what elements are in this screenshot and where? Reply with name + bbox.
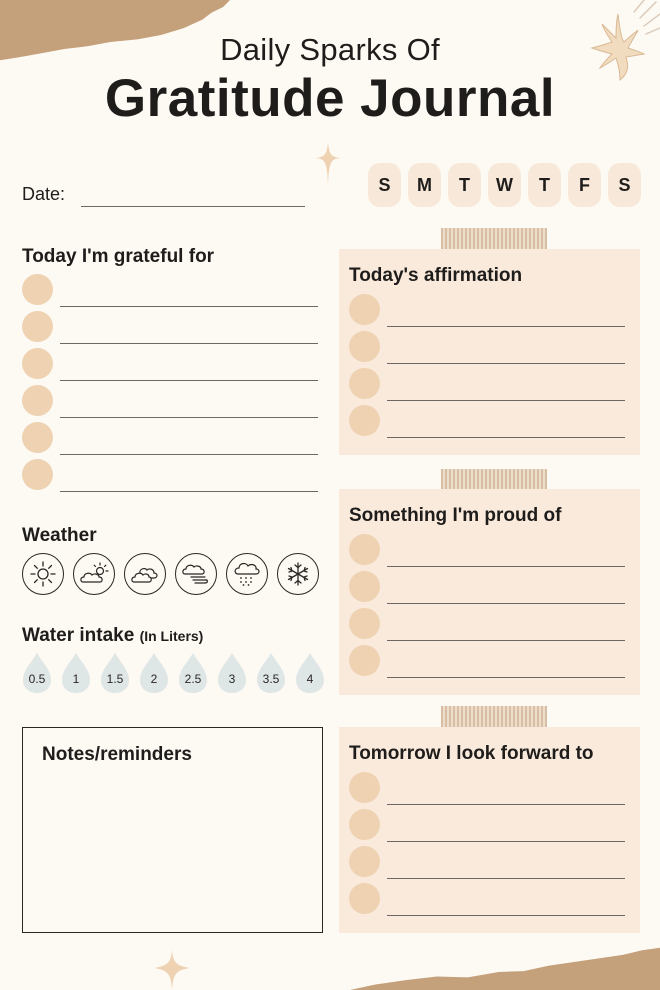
snow-icon — [285, 561, 311, 587]
list-item[interactable] — [349, 883, 629, 920]
bullet-circle — [349, 772, 380, 803]
list-item[interactable] — [349, 294, 629, 331]
write-line[interactable] — [387, 566, 625, 567]
weekday-sunday[interactable]: S — [368, 163, 401, 207]
write-line[interactable] — [60, 343, 318, 344]
list-item[interactable] — [22, 422, 322, 459]
water-drop-0-5[interactable]: 0.5 — [22, 652, 52, 694]
write-line[interactable] — [60, 380, 318, 381]
write-line[interactable] — [60, 491, 318, 492]
notes-box[interactable] — [22, 727, 323, 933]
bullet-circle — [349, 809, 380, 840]
weekday-monday[interactable]: M — [408, 163, 441, 207]
date-input-line[interactable] — [81, 206, 305, 207]
weekday-saturday[interactable]: S — [608, 163, 641, 207]
list-item[interactable] — [22, 348, 322, 385]
water-drop-1-5[interactable]: 1.5 — [100, 652, 130, 694]
list-item[interactable] — [22, 311, 322, 348]
list-item[interactable] — [349, 368, 629, 405]
water-intake-tracker — [22, 652, 325, 694]
sparkle-icon — [152, 950, 192, 990]
weather-title: Weather — [22, 525, 97, 546]
weekday-wednesday[interactable]: W — [488, 163, 521, 207]
water-drop-3-5[interactable]: 3.5 — [256, 652, 286, 694]
weather-option-snow[interactable] — [277, 553, 319, 595]
list-item[interactable] — [22, 274, 322, 311]
water-intake-unit: (In Liters) — [139, 628, 204, 644]
tomorrow-title: Tomorrow I look forward to — [349, 743, 594, 764]
write-line[interactable] — [387, 603, 625, 604]
bullet-circle — [22, 385, 53, 416]
notes-title: Notes/reminders — [42, 744, 192, 765]
bullet-circle — [22, 348, 53, 379]
list-item[interactable] — [349, 534, 629, 571]
write-line[interactable] — [387, 677, 625, 678]
bullet-circle — [349, 645, 380, 676]
write-line[interactable] — [387, 640, 625, 641]
weekday-friday[interactable]: F — [568, 163, 601, 207]
list-item[interactable] — [22, 385, 322, 422]
water-drop-2-5[interactable]: 2.5 — [178, 652, 208, 694]
write-line[interactable] — [387, 915, 625, 916]
rain-icon — [233, 561, 261, 587]
bullet-circle — [22, 459, 53, 490]
cloudy-icon — [130, 563, 160, 585]
bullet-circle — [349, 571, 380, 602]
write-line[interactable] — [60, 417, 318, 418]
write-line[interactable] — [60, 454, 318, 455]
weather-option-rain[interactable] — [226, 553, 268, 595]
write-line[interactable] — [60, 306, 318, 307]
list-item[interactable] — [349, 331, 629, 368]
write-line[interactable] — [387, 326, 625, 327]
sunny-icon — [30, 561, 56, 587]
grateful-title: Today I'm grateful for — [22, 246, 215, 267]
write-line[interactable] — [387, 400, 625, 401]
write-line[interactable] — [387, 363, 625, 364]
write-line[interactable] — [387, 804, 625, 805]
journal-title: Gratitude Journal — [104, 69, 556, 128]
bullet-circle — [22, 274, 53, 305]
list-item[interactable] — [22, 459, 322, 496]
list-item[interactable] — [349, 846, 629, 883]
list-item[interactable] — [349, 608, 629, 645]
weather-option-partly-cloudy[interactable] — [73, 553, 115, 595]
bullet-circle — [349, 405, 380, 436]
weather-option-windy[interactable] — [175, 553, 217, 595]
write-line[interactable] — [387, 878, 625, 879]
bullet-circle — [22, 311, 53, 342]
write-line[interactable] — [387, 841, 625, 842]
torn-paper-decoration-bottom — [350, 945, 660, 990]
proud-list — [349, 534, 629, 682]
water-drop-3[interactable]: 3 — [217, 652, 247, 694]
weather-selector — [22, 553, 319, 595]
list-item[interactable] — [349, 405, 629, 442]
list-item[interactable] — [349, 809, 629, 846]
bullet-circle — [349, 608, 380, 639]
bullet-circle — [349, 883, 380, 914]
list-item[interactable] — [349, 645, 629, 682]
water-drop-2[interactable]: 2 — [139, 652, 169, 694]
water-drop-1[interactable]: 1 — [61, 652, 91, 694]
water-drop-4[interactable]: 4 — [295, 652, 325, 694]
tomorrow-list — [349, 772, 629, 920]
journal-subtitle: Daily Sparks Of — [220, 32, 440, 67]
bullet-circle — [349, 846, 380, 877]
affirmation-card — [339, 249, 640, 455]
write-line[interactable] — [387, 437, 625, 438]
grateful-list — [22, 274, 322, 496]
weather-option-sunny[interactable] — [22, 553, 64, 595]
weekday-thursday[interactable]: T — [528, 163, 561, 207]
date-label: Date: — [22, 184, 66, 204]
bullet-circle — [349, 534, 380, 565]
tomorrow-card — [339, 727, 640, 933]
sparkle-icon — [314, 142, 342, 184]
partly-cloudy-icon — [79, 562, 109, 586]
bullet-circle — [349, 331, 380, 362]
proud-title: Something I'm proud of — [349, 505, 562, 526]
list-item[interactable] — [349, 571, 629, 608]
weekday-tuesday[interactable]: T — [448, 163, 481, 207]
bullet-circle — [349, 368, 380, 399]
water-intake-title — [22, 625, 203, 647]
windy-icon — [181, 562, 211, 586]
affirmation-title: Today's affirmation — [349, 265, 523, 286]
water-intake-label: Water intake — [22, 625, 135, 646]
bullet-circle — [22, 422, 53, 453]
list-item[interactable] — [349, 772, 629, 809]
weather-option-cloudy[interactable] — [124, 553, 166, 595]
proud-card — [339, 489, 640, 695]
weekday-selector — [368, 163, 641, 207]
affirmation-list — [349, 294, 629, 442]
bullet-circle — [349, 294, 380, 325]
